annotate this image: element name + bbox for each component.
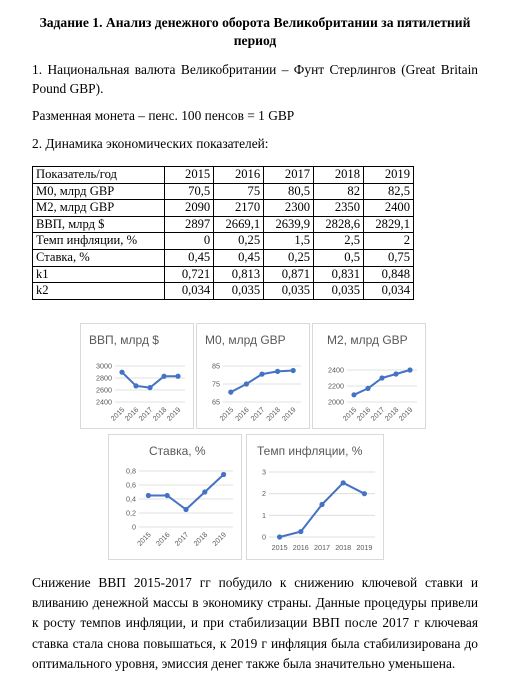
table-cell: 0,035 (264, 283, 314, 300)
x-tick-label: 2015 (271, 543, 288, 552)
data-point (175, 374, 180, 379)
y-tick-label: 3000 (96, 361, 112, 371)
data-point (277, 534, 282, 539)
x-tick-label: 2018 (150, 405, 169, 423)
coin-paragraph: Разменная монета – пенс. 100 пенсов = 1 GBP (32, 108, 295, 123)
chart-svg (247, 435, 383, 559)
table-row (33, 249, 414, 266)
x-tick-label: 2018 (191, 530, 210, 548)
table-cell: 2 (364, 233, 414, 250)
m2-chart (312, 323, 426, 429)
gdp-chart (80, 323, 194, 429)
table-row (33, 200, 414, 217)
table-header-cell: 2015 (164, 167, 213, 184)
x-tick-label: 2016 (233, 405, 251, 423)
table-cell: 2828,6 (314, 216, 364, 233)
data-point (146, 493, 151, 498)
table-cell: 0,721 (164, 266, 213, 283)
table-header-cell: Показатель/год (33, 167, 165, 184)
table-row (33, 216, 414, 233)
data-point (133, 383, 138, 388)
x-tick-label: 2016 (122, 405, 141, 423)
x-tick-label: 2016 (292, 543, 309, 552)
x-tick-label: 2015 (108, 405, 127, 423)
data-point (393, 371, 398, 376)
table-cell: 0,45 (214, 249, 264, 266)
chart-svg (313, 324, 425, 428)
table-cell: 0,871 (264, 266, 314, 283)
x-tick-label: 2018 (264, 405, 283, 423)
table-cell: 0,848 (364, 266, 414, 283)
x-tick-label: 2015 (340, 405, 359, 423)
chart-svg (81, 324, 193, 428)
table-cell: 2829,1 (364, 216, 414, 233)
table-cell: 2400 (364, 200, 414, 217)
data-point (341, 480, 346, 485)
x-tick-label: 2015 (217, 405, 236, 423)
data-point (362, 491, 367, 496)
series-line (280, 483, 365, 537)
y-tick-label: 2200 (328, 381, 344, 391)
x-tick-label: 2017 (314, 543, 330, 552)
x-tick-label: 2017 (136, 405, 155, 423)
table-cell: 0,5 (314, 249, 364, 266)
data-point (119, 370, 124, 375)
table-cell: 1,5 (264, 233, 314, 250)
table-cell: k1 (33, 266, 165, 283)
series-line (354, 370, 410, 395)
table-header-row (33, 167, 414, 184)
data-point (259, 372, 264, 377)
table-cell: 0,813 (214, 266, 264, 283)
table-cell: 2669,1 (214, 216, 264, 233)
table-cell: Ставка, % (33, 249, 165, 266)
y-tick-label: 1 (262, 510, 266, 520)
x-tick-label: 2016 (153, 530, 172, 548)
table-cell: 82 (314, 183, 364, 200)
y-tick-label: 0,4 (126, 494, 136, 504)
x-tick-label: 2017 (248, 405, 267, 423)
data-point (147, 385, 152, 390)
x-tick-label: 2018 (335, 543, 352, 552)
chart-svg (109, 435, 241, 559)
table-cell: 2639,9 (264, 216, 314, 233)
y-tick-label: 2600 (96, 385, 112, 395)
currency-paragraph: 1. Национальная валюта Великобритании – Фунт Стерлингов (Great Britain Pound GBP). (32, 62, 478, 96)
table-header-cell: 2017 (264, 167, 314, 184)
y-tick-label: 75 (212, 379, 220, 389)
data-point (365, 386, 370, 391)
table-header-cell: 2016 (214, 167, 264, 184)
x-tick-label: 2019 (396, 405, 415, 423)
table-cell: 82,5 (364, 183, 414, 200)
table-cell: 2090 (164, 200, 213, 217)
x-tick-label: 2016 (354, 405, 373, 423)
chart-title: М0, млрд GBP (205, 333, 286, 347)
page-title: Задание 1. Анализ денежного оборота Великобритании за пятилетний период (39, 15, 471, 48)
table-cell: 0,034 (164, 283, 213, 300)
y-tick-label: 0,6 (126, 480, 136, 490)
x-tick-label: 2019 (279, 405, 298, 423)
table-cell: 0,035 (314, 283, 364, 300)
x-tick-label: 2019 (356, 543, 373, 552)
y-tick-label: 2000 (328, 397, 344, 407)
y-tick-label: 0,2 (126, 508, 136, 518)
x-tick-label: 2018 (382, 405, 401, 423)
table-cell: М0, млрд GBP (33, 183, 165, 200)
table-cell: 70,5 (164, 183, 213, 200)
table-cell: 0,034 (364, 283, 414, 300)
table-cell: М2, млрд GBP (33, 200, 165, 217)
table-cell: 2,5 (314, 233, 364, 250)
data-point (319, 502, 324, 507)
table-cell: 2300 (264, 200, 314, 217)
conclusion-paragraph: Снижение ВВП 2015-2017 гг побудило к снижению ключевой ставки и вливанию денежной массы в экономику страны. Данные процедуры привели к росту темпов инфляции, и при стабилизации ВВП после 2017 г ключевая ставка стала снова повышаться, к 2019 г инфляция была стабилизирована до оптимального уровня, эмиссия денег также была значительно уменьшена. (32, 575, 478, 671)
chart-svg (197, 324, 309, 428)
table-header-cell: 2019 (364, 167, 414, 184)
table-row (33, 266, 414, 283)
rate-chart (108, 434, 242, 560)
data-point (221, 472, 226, 477)
table-cell: 75 (214, 183, 264, 200)
data-point (202, 489, 207, 494)
chart-title: Темп инфляции, % (257, 444, 363, 458)
data-point (407, 367, 412, 372)
data-point (275, 369, 280, 374)
y-tick-label: 3 (262, 467, 266, 477)
table-cell: 80,5 (264, 183, 314, 200)
table-cell: 0,25 (264, 249, 314, 266)
y-tick-label: 0 (132, 522, 136, 532)
economic-indicators-table (32, 166, 414, 300)
data-point (298, 529, 303, 534)
chart-title: М2, млрд GBP (327, 333, 408, 347)
y-tick-label: 2400 (96, 397, 112, 407)
data-point (379, 375, 384, 380)
table-row (33, 233, 414, 250)
dynamics-heading: 2. Динамика экономических показателей: (32, 136, 269, 151)
chart-title: ВВП, млрд $ (89, 333, 159, 347)
table-cell: 0,45 (164, 249, 213, 266)
table-cell: 0,25 (214, 233, 264, 250)
x-tick-label: 2019 (164, 405, 183, 423)
table-row (33, 183, 414, 200)
table-row (33, 283, 414, 300)
data-point (244, 381, 249, 386)
table-cell: 0,035 (214, 283, 264, 300)
data-point (351, 392, 356, 397)
table-cell: 2350 (314, 200, 364, 217)
x-tick-label: 2017 (172, 530, 191, 548)
chart-title: Ставка, % (149, 444, 206, 458)
data-point (291, 368, 296, 373)
table-header-cell: 2018 (314, 167, 364, 184)
table-cell: Темп инфляции, % (33, 233, 165, 250)
table-cell: ВВП, млрд $ (33, 216, 165, 233)
y-tick-label: 85 (212, 361, 220, 371)
series-line (148, 475, 223, 510)
data-point (183, 507, 188, 512)
data-point (161, 374, 166, 379)
x-tick-label: 2019 (210, 530, 229, 548)
x-tick-label: 2017 (368, 405, 387, 423)
y-tick-label: 2400 (328, 365, 344, 375)
inflation-chart (246, 434, 384, 560)
data-point (165, 493, 170, 498)
y-tick-label: 2 (262, 489, 266, 499)
table-cell: 0 (164, 233, 213, 250)
table-cell: 0,75 (364, 249, 414, 266)
data-point (228, 390, 233, 395)
table-cell: 2897 (164, 216, 213, 233)
y-tick-label: 65 (212, 397, 220, 407)
table-cell: k2 (33, 283, 165, 300)
y-tick-label: 2800 (96, 373, 112, 383)
y-tick-label: 0 (262, 532, 266, 542)
y-tick-label: 0,8 (126, 466, 136, 476)
x-tick-label: 2015 (135, 530, 153, 548)
table-cell: 2170 (214, 200, 264, 217)
m0-chart (196, 323, 310, 429)
table-cell: 0,831 (314, 266, 364, 283)
